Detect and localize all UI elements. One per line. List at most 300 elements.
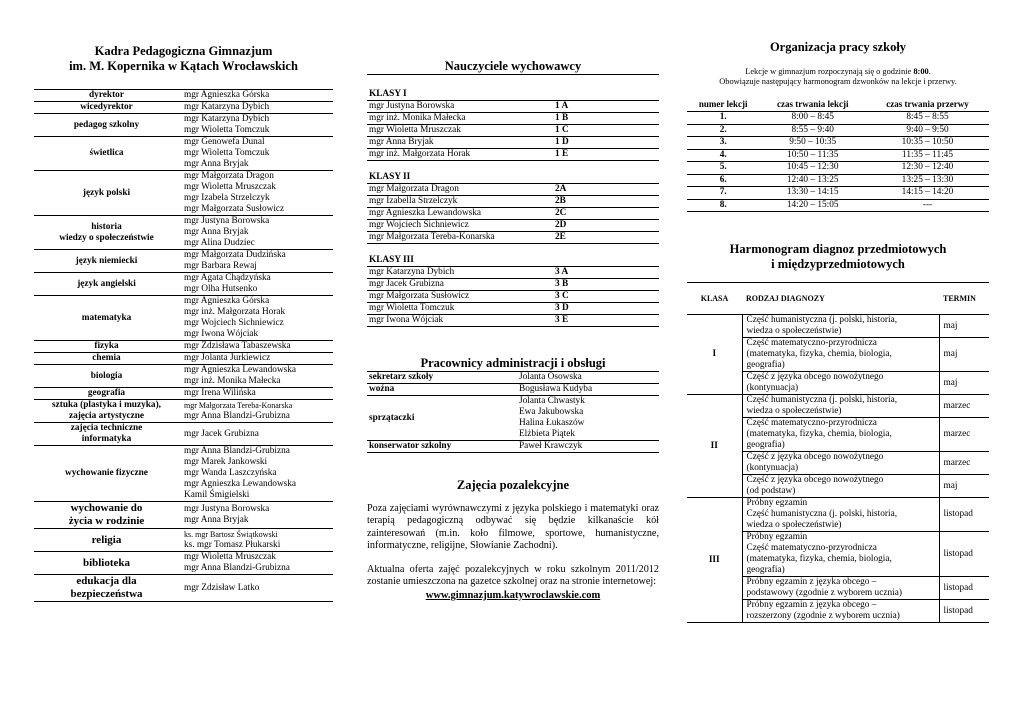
lesson-time: 14:20 – 15:05 [759, 199, 866, 212]
lesson-time: 13:30 – 14:15 [759, 187, 866, 200]
teacher-name: mgr Irena Wilińska [184, 388, 256, 398]
staff-table [34, 89, 333, 602]
hours-row [687, 174, 989, 187]
teacher-name: mgr Zdzisława Tabaszewska [184, 341, 291, 351]
hours-header: numer lekcji [687, 99, 759, 112]
hours-row [687, 149, 989, 162]
staff-name: Jolanta Chwastyk [519, 396, 585, 406]
diagnosis-type [742, 315, 939, 338]
teacher-name: mgr Wioletta Tomczuk [184, 148, 270, 158]
diagnosis-type [742, 418, 939, 452]
admin-people [517, 384, 659, 396]
teacher-name: mgr Zdzisław Latko [184, 582, 260, 593]
class-label: I [687, 315, 742, 395]
teacher-name: mgr Jacek Grubizna [184, 428, 259, 439]
admin-title: Pracownicy administracji i obsługi [420, 356, 606, 370]
diagnosis-line: geografia) [746, 360, 785, 370]
homeroom-row [367, 291, 659, 303]
intro-line-2: Obowiązuje następujący harmonogram dzwonków na lekcje i przerwy. [719, 77, 957, 86]
staff-subject [34, 529, 179, 552]
subject-line: wychowanie do [70, 502, 143, 514]
subject-line: dyrektor [89, 90, 124, 100]
staff-row [34, 171, 333, 216]
teacher-name: mgr Wioletta Mruszczak [369, 125, 461, 135]
lesson-number: 3. [687, 137, 759, 150]
staff-people [179, 400, 333, 423]
subject-line: język polski [82, 187, 131, 198]
staff-row [34, 216, 333, 250]
teacher-name: mgr Iwona Wójciak [369, 315, 444, 325]
staff-row [34, 90, 333, 102]
diagnosis-line: geografia) [746, 440, 785, 450]
class-code: 3 C [555, 291, 569, 301]
homeroom-row [367, 101, 659, 113]
class-code: 2E [555, 232, 566, 242]
class-code: 1 A [555, 101, 569, 111]
homeroom-row [367, 315, 659, 327]
diagnosis-line: Część z języka obcego nowożytnego [746, 452, 884, 462]
subject-line: biblioteka [82, 556, 131, 569]
lesson-time: 9:50 – 10:35 [759, 137, 866, 150]
staff-row [34, 365, 333, 388]
diagnosis-term: listopad [939, 532, 989, 577]
homeroom-row [367, 137, 659, 149]
teacher-name: mgr Wojciech Sichniewicz [184, 318, 284, 328]
diagnosis-row [687, 498, 989, 532]
class-code: 2C [555, 208, 567, 218]
admin-people [517, 441, 659, 453]
teacher-name: mgr Małgorzata Dudzińska [184, 250, 286, 260]
staff-name: Paweł Krawczyk [519, 441, 583, 451]
teacher-name: mgr Anna Bryjak [184, 159, 249, 169]
teacher-name: mgr Agata Chądzyńska [184, 273, 271, 283]
teacher-name: mgr Agnieszka Lewandowska [184, 479, 297, 489]
teacher-name: mgr Anna Blandzi-Grubizna [184, 563, 290, 573]
teacher-name: mgr Wioletta Tomczuk [369, 303, 455, 313]
hours-row [687, 162, 989, 175]
teacher-name: mgr Małgorzata Dragon [369, 184, 459, 194]
hours-row [687, 112, 989, 125]
break-time: 14:15 – 14:20 [866, 187, 989, 200]
diagnosis-type [742, 577, 939, 600]
staff-people [179, 353, 333, 365]
staff-people [179, 575, 333, 602]
diagnosis-header: KLASA [687, 283, 742, 315]
teacher-name: mgr Małgorzata Tereba-Konarska [369, 232, 495, 242]
staff-subject [34, 423, 179, 446]
teacher-name: mgr Justyna Borowska [184, 504, 270, 514]
diagnosis-table [687, 282, 989, 623]
staff-row [34, 446, 333, 502]
staff-name: Halina Łukaszów [519, 418, 585, 428]
diagnosis-row [687, 315, 989, 338]
diagnosis-term: marzec [939, 452, 989, 475]
diagnosis-term: listopad [939, 577, 989, 600]
admin-role: sprzątaczki [367, 396, 517, 441]
subject-line: pedagog szkolny [73, 119, 140, 130]
teacher-name: mgr Wioletta Tomczuk [184, 125, 270, 135]
diagnosis-line: (kontynuacja) [746, 383, 799, 393]
admin-row [367, 372, 659, 384]
diagnosis-line: Próbny egzamin [746, 532, 808, 542]
staff-name: Ewa Jakubowska [519, 407, 584, 417]
staff-row [34, 114, 333, 137]
hours-row [687, 199, 989, 212]
teacher-name: mgr Agnieszka Lewandowska [369, 208, 482, 218]
diagnosis-line: Część humanistyczna (j. polski, historia, [746, 395, 898, 405]
class-group-header: KLASY I [367, 88, 659, 101]
diagnosis-line: (kontynuacja) [746, 463, 799, 473]
staff-people [179, 552, 333, 575]
teacher-name: mgr Małgorzata Susłowicz [369, 291, 470, 301]
staff-row [34, 341, 333, 353]
diagnosis-line: (matematyka, fizyka, chemia, biologia, [746, 554, 892, 564]
staff-name: Elżbieta Piątek [519, 429, 576, 439]
staff-subject [34, 90, 179, 102]
teacher-name: mgr Małgorzata Tereba-Konarska [184, 401, 293, 410]
homeroom-row [367, 232, 659, 244]
staff-people [179, 102, 333, 114]
diagnosis-line: wiedza o społeczeństwie) [746, 326, 842, 336]
diagnosis-line: Część z języka obcego nowożytnego [746, 475, 884, 485]
diagnosis-line: Część humanistyczna (j. polski, historia, [746, 315, 898, 325]
diagnosis-line: Próbny egzamin [746, 498, 808, 508]
admin-role: sekretarz szkoły [367, 372, 517, 384]
teacher-name: mgr Marek Jankowski [184, 457, 268, 467]
staff-people [179, 529, 333, 552]
diagnosis-line: wiedza o społeczeństwie) [746, 406, 842, 416]
subject-line: sztuka (plastyka i muzyka), [52, 400, 161, 410]
staff-subject [34, 365, 179, 388]
staff-people [179, 365, 333, 388]
staff-row [34, 423, 333, 446]
staff-subject [34, 552, 179, 575]
teacher-name: mgr Małgorzata Dragon [184, 171, 274, 181]
subject-line: język angielski [77, 278, 136, 289]
staff-row [34, 502, 333, 529]
staff-row [34, 296, 333, 341]
staff-people [179, 423, 333, 446]
admin-people [517, 372, 659, 384]
teacher-name: mgr inż. Monika Małecka [184, 376, 281, 386]
homeroom-column [367, 0, 659, 602]
diagnosis-type [742, 338, 939, 372]
extra-title: Zajęcia pozalekcyjne [456, 478, 570, 492]
admin-table [367, 371, 659, 453]
break-time: 8:45 – 8:55 [866, 112, 989, 125]
admin-row [367, 396, 659, 441]
subject-line: edukacja dla [76, 575, 137, 587]
admin-row [367, 441, 659, 453]
diagnosis-line: (matematyka, fizyka, chemia, biologia, [746, 349, 892, 359]
teacher-name: mgr Wioletta Mruszczak [184, 552, 276, 562]
teacher-name: mgr Genowefa Dunal [184, 137, 265, 147]
staff-people [179, 296, 333, 341]
admin-row [367, 384, 659, 396]
teacher-name: mgr Wanda Laszczyńska [184, 468, 277, 478]
hours-header: czas trwania przerwy [866, 99, 989, 112]
diagnosis-title: Harmonogram diagnoz przedmiotowych i międzyprzedmiotowych [729, 242, 947, 271]
teacher-name: mgr Agnieszka Lewandowska [184, 365, 297, 375]
teacher-name: mgr Justyna Borowska [369, 101, 455, 111]
subject-line: religia [91, 533, 122, 546]
subject-line: wychowanie fizyczne [65, 468, 148, 478]
staff-row [34, 137, 333, 171]
diagnosis-term: marzec [939, 418, 989, 452]
class-code: 3 D [555, 303, 569, 313]
lesson-time: 8:55 – 9:40 [759, 124, 866, 137]
subject-line: bezpieczeństwa [70, 588, 143, 600]
homeroom-row [367, 184, 659, 196]
staff-row [34, 400, 333, 423]
diagnosis-term: marzec [939, 395, 989, 418]
break-time: 9:40 – 9:50 [866, 124, 989, 137]
teacher-name: mgr inż. Małgorzata Horak [184, 307, 286, 317]
diagnosis-line: (matematyka, fizyka, chemia, biologia, [746, 429, 892, 439]
subject-line: informatyka [81, 434, 132, 444]
subject-line: zajęcia artystyczne [68, 411, 145, 421]
subject-line: świetlica [89, 148, 124, 158]
homeroom-row [367, 196, 659, 208]
teacher-name: mgr Katarzyna Dybich [184, 114, 270, 124]
diagnosis-line: Część matematyczno-przyrodnicza [746, 338, 877, 348]
teacher-name: mgr Katarzyna Dybich [369, 267, 455, 277]
teacher-name: mgr Barbara Rewaj [184, 261, 257, 271]
teacher-name: mgr Jacek Grubizna [369, 279, 444, 289]
organization-title: Organizacja pracy szkoły [769, 40, 907, 54]
staff-row [34, 575, 333, 602]
homeroom-row [367, 279, 659, 291]
intro-line-1: Lekcje w gimnazjum rozpoczynają się o godzinie 8:00. [745, 67, 931, 76]
staff-row [34, 102, 333, 114]
subject-line: życia w rodzinie [68, 515, 145, 527]
admin-role: woźna [367, 384, 517, 396]
diagnosis-header: RODZAJ DIAGNOZY [742, 283, 939, 315]
teacher-name: mgr Agnieszka Górska [184, 90, 270, 100]
lesson-number: 2. [687, 124, 759, 137]
admin-people [517, 396, 659, 441]
diagnosis-line: Część matematyczno-przyrodnicza [746, 543, 877, 553]
diagnosis-line: wiedza o społeczeństwie) [746, 520, 842, 530]
class-code: 2A [555, 184, 567, 194]
extra-paragraph-2: Aktualna oferta zajęć pozalekcyjnych w roku szkolnym 2011/2012 zostanie umieszczona na gazetce szkolnej oraz na stronie internetowej: [367, 564, 659, 588]
staff-name: Jolanta Osowska [519, 372, 582, 382]
diagnosis-type [742, 372, 939, 395]
teacher-name: mgr inż. Małgorzata Horak [369, 149, 471, 159]
diagnosis-line: rozszerzony (zgodnie z wyborem ucznia) [746, 611, 900, 621]
diagnosis-line: Część humanistyczna (j. polski, historia, [746, 509, 898, 519]
organization-column [687, 0, 989, 623]
teacher-name: ks. mgr Tomasz Płukarski [184, 540, 281, 550]
lesson-number: 8. [687, 199, 759, 212]
diagnosis-term: maj [939, 338, 989, 372]
lesson-time: 12:40 – 13:25 [759, 174, 866, 187]
subject-line: chemia [92, 353, 121, 363]
teacher-name: mgr Iwona Wójciak [184, 329, 259, 339]
break-time: --- [866, 199, 989, 212]
lesson-number: 4. [687, 149, 759, 162]
homeroom-row [367, 220, 659, 232]
staff-subject [34, 171, 179, 216]
subject-line: biologia [90, 370, 123, 381]
subject-line: geografia [87, 388, 126, 398]
diagnosis-type [742, 498, 939, 532]
staff-row [34, 353, 333, 365]
class-code: 2D [555, 220, 567, 230]
teacher-name: mgr Anna Bryjak [369, 137, 434, 147]
staff-people [179, 502, 333, 529]
staff-subject [34, 575, 179, 602]
teacher-name: mgr Justyna Borowska [184, 216, 270, 226]
staff-subject [34, 296, 179, 341]
bell-schedule-table [687, 99, 989, 212]
homeroom-row [367, 149, 659, 161]
subject-line: język niemiecki [75, 255, 138, 266]
class-group-header: KLASY II [367, 171, 659, 184]
class-code: 1 E [555, 149, 569, 159]
diagnosis-type [742, 532, 939, 577]
teacher-name: mgr Izabela Strzelczyk [184, 193, 270, 203]
staff-subject [34, 216, 179, 250]
staff-subject [34, 400, 179, 423]
class-code: 2B [555, 196, 566, 206]
subject-line: wicedyrektor [80, 102, 133, 112]
lesson-time: 8:00 – 8:45 [759, 112, 866, 125]
class-code: 1 C [555, 125, 569, 135]
subject-line: wiedzy o społeczeństwie [59, 232, 154, 243]
diagnosis-type [742, 452, 939, 475]
staff-subject [34, 250, 179, 273]
class-group-header: KLASY III [367, 254, 659, 267]
teacher-name: mgr Agnieszka Górska [184, 296, 270, 306]
extra-paragraph-1: Poza zajęciami wyrównawczymi z języka polskiego i matematyki oraz terapią pedagogiczną odbywać się będzie kilkanaście kół zainteresowań (m.in. koło filmowe, sportowe, humanistyczne, informatyczne, religijne, Słowianie Zachodni). [367, 503, 659, 551]
staff-subject [34, 114, 179, 137]
diagnosis-line: podstawowy (zgodnie z wyborem ucznia) [746, 588, 902, 598]
admin-role: konserwator szkolny [367, 441, 517, 453]
hours-row [687, 137, 989, 150]
staff-row [34, 273, 333, 296]
teacher-name: Kamil Śmigielski [184, 490, 250, 500]
staff-subject [34, 502, 179, 529]
teacher-name: mgr Anna Blandzi-Grubizna [184, 411, 290, 421]
staff-subject [34, 388, 179, 400]
diagnosis-line: Próbny egzamin z języka obcego – [746, 600, 877, 610]
diagnosis-term: listopad [939, 600, 989, 623]
staff-people [179, 137, 333, 171]
break-time: 10:35 – 10:50 [866, 137, 989, 150]
staff-people [179, 388, 333, 400]
staff-people [179, 273, 333, 296]
lesson-number: 6. [687, 174, 759, 187]
teacher-name: mgr Anna Blandzi-Grubizna [184, 446, 290, 456]
subject-line: zajęcia techniczne [70, 423, 143, 433]
diagnosis-type [742, 475, 939, 498]
subject-line: fizyka [94, 341, 119, 351]
homeroom-row [367, 113, 659, 125]
teacher-name: mgr Wioletta Mruszczak [184, 182, 276, 192]
staff-row [34, 250, 333, 273]
homeroom-row [367, 125, 659, 137]
diagnosis-term: maj [939, 372, 989, 395]
diagnosis-row [687, 395, 989, 418]
class-code: 1 B [555, 113, 569, 123]
lesson-number: 1. [687, 112, 759, 125]
diagnosis-line: Część z języka obcego nowożytnego [746, 372, 884, 382]
staff-people [179, 446, 333, 502]
lesson-number: 7. [687, 187, 759, 200]
class-code: 3 E [555, 315, 569, 325]
teacher-name: ks. mgr Bartosz Świątkowski [184, 530, 278, 539]
lesson-time: 10:45 – 12:30 [759, 162, 866, 175]
lesson-time: 10:50 – 11:35 [759, 149, 866, 162]
break-time: 11:35 – 11:45 [866, 149, 989, 162]
teacher-name: mgr inż. Monika Małecka [369, 113, 466, 123]
staff-subject [34, 273, 179, 296]
staff-name: Bogusława Kudyba [519, 384, 593, 394]
website-link[interactable]: www.gimnazjum.katywroclawskie.com [425, 589, 601, 601]
homeroom-row [367, 208, 659, 220]
staff-column [34, 0, 333, 602]
staff-row [34, 552, 333, 575]
lesson-number: 5. [687, 162, 759, 175]
class-label: III [687, 498, 742, 623]
staff-subject [34, 341, 179, 353]
break-time: 13:25 – 13:30 [866, 174, 989, 187]
hours-header: czas trwania lekcji [759, 99, 866, 112]
staff-row [34, 529, 333, 552]
homeroom-row [367, 267, 659, 279]
teacher-name: mgr Wojciech Sichniewicz [369, 220, 469, 230]
teacher-name: mgr Jolanta Jurkiewicz [184, 353, 271, 363]
break-time: 12:30 – 12:40 [866, 162, 989, 175]
hours-row [687, 124, 989, 137]
hours-row [687, 187, 989, 200]
diagnosis-line: Próbny egzamin z języka obcego – [746, 577, 877, 587]
staff-people [179, 341, 333, 353]
diagnosis-term: maj [939, 315, 989, 338]
diagnosis-line: (od podstaw) [746, 486, 796, 496]
class-code: 3 A [555, 267, 569, 277]
teacher-name: mgr Małgorzata Susłowicz [184, 204, 285, 214]
teacher-name: mgr Anna Bryjak [184, 515, 249, 525]
diagnosis-type [742, 600, 939, 623]
diagnosis-line: geografia) [746, 565, 785, 575]
staff-people [179, 250, 333, 273]
teacher-name: mgr Alina Dudziec [184, 238, 255, 248]
staff-row [34, 388, 333, 400]
teacher-name: mgr Katarzyna Dybich [184, 102, 270, 112]
staff-people [179, 90, 333, 102]
staff-people [179, 171, 333, 216]
diagnosis-line: Część matematyczno-przyrodnicza [746, 418, 877, 428]
staff-subject [34, 137, 179, 171]
diagnosis-type [742, 395, 939, 418]
diagnosis-term: listopad [939, 498, 989, 532]
diagnosis-header: TERMIN [939, 283, 989, 315]
homeroom-title: Nauczyciele wychowawcy [444, 59, 582, 73]
staff-people [179, 216, 333, 250]
teacher-name: mgr Olha Hutsenko [184, 284, 258, 294]
teacher-name: mgr Anna Bryjak [184, 227, 249, 237]
homeroom-row [367, 303, 659, 315]
diagnosis-term: maj [939, 475, 989, 498]
teacher-name: mgr Izabella Strzelczyk [369, 196, 458, 206]
class-code: 1 D [555, 137, 569, 147]
staff-people [179, 114, 333, 137]
staff-subject [34, 102, 179, 114]
homeroom-list [367, 74, 659, 327]
staff-title: Kadra Pedagogiczna Gimnazjum im. M. Kopernika w Kątach Wrocławskich [69, 44, 298, 73]
